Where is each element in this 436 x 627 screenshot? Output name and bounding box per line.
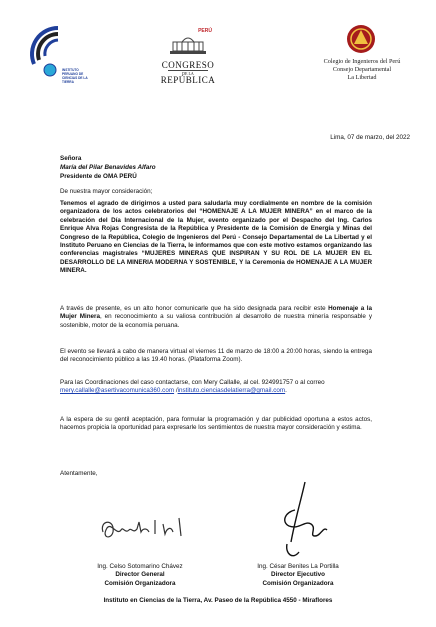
congreso-republica: REPÚBLICA [160, 75, 216, 85]
paragraph-4 [60, 379, 372, 396]
ipct-logo [28, 24, 88, 96]
signature-celso-icon [95, 514, 195, 544]
signer-name: Ing. César Benites La Portilla [257, 563, 339, 570]
salutation: Señora [60, 155, 82, 162]
signer-role: Director General [115, 571, 165, 579]
p4-separator: / [174, 387, 178, 395]
congreso-building-icon [168, 34, 208, 56]
paragraph-1 [60, 200, 372, 276]
cip-line1: Colegio de Ingenieros del Perú [323, 58, 401, 65]
cip-logo [300, 24, 424, 104]
p1-part-b: “HOMENAJE A LA MUJER MINERA” [199, 208, 313, 216]
p4-end: . [285, 387, 287, 395]
signer-org: Comisión Organizadora [262, 579, 334, 587]
signer-role: Director Ejecutivo [271, 571, 325, 579]
p2-part-c: , en reconocimiento a su valiosa contribución al desarrollo de nuestra minería responsable y sostenible, motor de la economía peruana. [60, 313, 372, 329]
paragraph-2 [60, 305, 372, 330]
congreso-logo [158, 28, 218, 88]
congreso-name: CONGRESO [161, 60, 215, 70]
closing: Atentamente, [60, 470, 98, 477]
signer-org: Comisión Organizadora [104, 579, 176, 587]
email-link-instituto[interactable]: instituto.cienciasdelatierra@gmail.com [177, 387, 286, 395]
p1-part-c: en el marco de la celebración del Día Internacional de la Mujer, evento organizado por el Despacho del Ing. Carlos Enrique Alva Rojas Congresista de la República y Presidente de la Comisión de Energía y Minas del Congreso de la República, Colegio de Ingenieros del Perú - Consejo Departamental de La Libertad y el Instituto Peruano en Ciencias de la Tierra, le informamos que con este motivo estamos organizando las conferencias magistrales [60, 208, 372, 258]
recipient-title: Presidente de OMA PERÚ [60, 173, 137, 180]
p1-part-d: “MUJERES MINERAS QUE INSPIRAN Y SU ROL DE LA MUJER EN EL DESARROLLO DE LA MINERIA MODERNA Y SOSTENIBLE, Y la Ceremonia de HOMENAJE A LA MUJER MINERA. [60, 250, 373, 275]
congreso-top-label: PERÚ [198, 28, 212, 34]
paragraph-3: El evento se llevará a cabo de manera virtual el viernes 11 de marzo de 18:00 a 20:00 horas, siendo la entrega del reconocimiento público a las 19.40 horas. (Plataforma Zoom). [60, 348, 372, 364]
footer-address: Instituto en Ciencias de la Tierra, Av. Paseo de la República 4550 - Miraflores [103, 597, 333, 604]
letter-date: Lima, 07 de marzo, del 2022 [330, 134, 410, 141]
email-link-mery[interactable]: mery.callalle@asertivacomunica360.com [60, 387, 175, 395]
p4-part-a: Para las Coordinaciones del caso contactarse, con Mery Callalle, al cel. 924991757 o al correo [60, 379, 325, 386]
signature-block-cesar [228, 563, 368, 588]
congreso-de-la: DE LA [168, 70, 208, 76]
cip-seal-icon [344, 24, 378, 54]
p2-part-b: Homenaje a la Mujer Minera [60, 305, 372, 321]
recipient-name: María del Pilar Benavides Alfaro [60, 164, 156, 171]
cip-line3: La Libertad [347, 74, 377, 81]
greeting: De nuestra mayor consideración; [60, 188, 153, 195]
signature-cesar-icon [265, 480, 335, 570]
signer-name: Ing. Celso Sotomarino Chávez [97, 563, 183, 570]
p2-part-a: A través de presente, es un alto honor comunicarle que ha sido designada para recibir este [60, 305, 329, 312]
p1-part-a: Tenemos el agrado de dirigirnos a usted para saludarla muy cordialmente en nombre de la comisión organizadora de los actos celebratorios del [60, 200, 372, 216]
cip-line2: Consejo Departamental [332, 66, 392, 73]
ipct-logo-text: INSTITUTO PERUANO DE CIENCIAS DE LA TIERRA [62, 68, 88, 84]
signature-block-celso [70, 563, 210, 588]
paragraph-5: A la espera de su gentil aceptación, para formular la programación y dar publicidad oportuna a estos actos, hacemos propicia la oportunidad para expresarle los sentimientos de nuestra mayor consideración y estima. [60, 416, 372, 432]
